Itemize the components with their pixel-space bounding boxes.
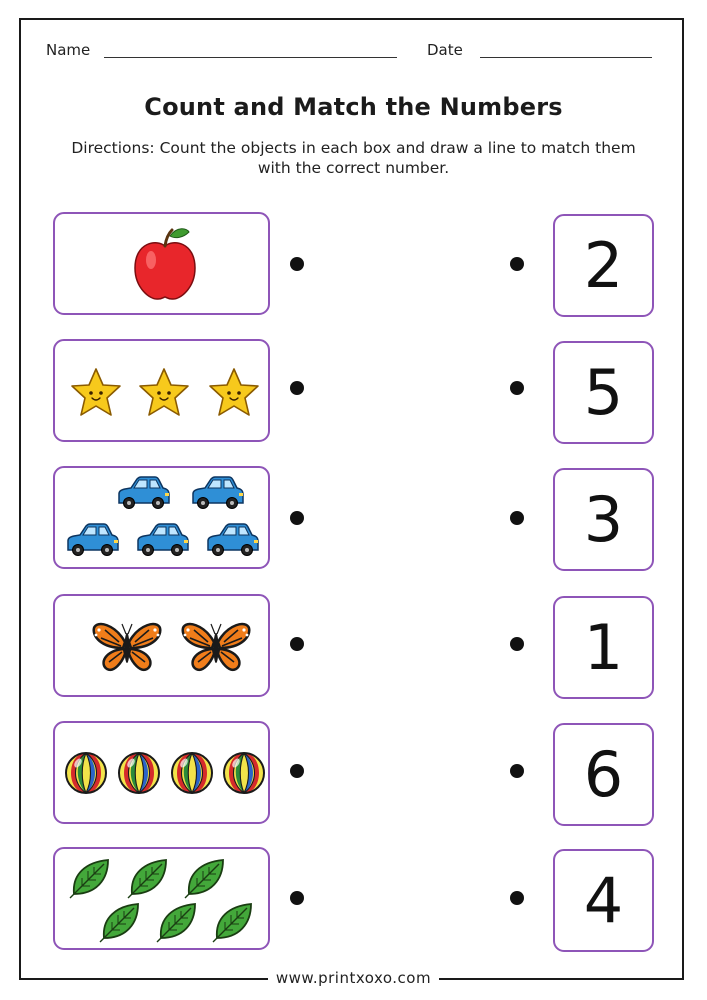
leaf-icon xyxy=(128,860,166,898)
star-icon xyxy=(210,369,258,415)
number-5: 6 xyxy=(583,737,624,811)
left-dot-5[interactable] xyxy=(290,764,304,778)
name-label: Name xyxy=(46,41,91,59)
date-line[interactable] xyxy=(480,57,652,58)
car-icon xyxy=(119,477,169,509)
date-label: Date xyxy=(427,41,463,59)
object-box-balls xyxy=(53,721,270,824)
object-box-apples xyxy=(53,212,270,315)
left-dot-3[interactable] xyxy=(290,511,304,525)
car-group xyxy=(55,468,268,567)
left-dot-4[interactable] xyxy=(290,637,304,651)
apple-group xyxy=(55,214,268,313)
object-box-cars xyxy=(53,466,270,569)
left-dot-1[interactable] xyxy=(290,257,304,271)
leaf-icon xyxy=(70,860,108,898)
leaf-icon xyxy=(100,904,138,942)
footer-url: www.printxoxo.com xyxy=(268,969,439,987)
star-icon xyxy=(72,369,120,415)
right-dot-5[interactable] xyxy=(510,764,524,778)
car-icon xyxy=(208,524,258,556)
right-dot-2[interactable] xyxy=(510,381,524,395)
number-box-4 xyxy=(553,596,654,699)
ball-icon xyxy=(172,753,212,793)
star-icon xyxy=(140,369,188,415)
number-1: 2 xyxy=(583,228,624,302)
car-icon xyxy=(68,524,118,556)
right-dot-4[interactable] xyxy=(510,637,524,651)
object-box-stars xyxy=(53,339,270,442)
ball-group xyxy=(55,723,268,822)
number-box-2 xyxy=(553,341,654,444)
number-6: 4 xyxy=(583,863,624,937)
number-4: 1 xyxy=(583,610,624,684)
leaf-icon xyxy=(185,860,223,898)
name-line[interactable] xyxy=(104,57,397,58)
ball-icon xyxy=(119,753,159,793)
object-box-butterflies xyxy=(53,594,270,697)
number-box-3 xyxy=(553,468,654,571)
number-box-1 xyxy=(553,214,654,317)
footer xyxy=(0,968,707,987)
directions-text: Directions: Count the objects in each box and draw a line to match them with the correct number. xyxy=(71,139,636,177)
number-3: 3 xyxy=(583,482,624,556)
right-dot-3[interactable] xyxy=(510,511,524,525)
butterfly-icon xyxy=(183,624,250,670)
number-box-6 xyxy=(553,849,654,952)
right-dot-1[interactable] xyxy=(510,257,524,271)
car-icon xyxy=(138,524,188,556)
ball-icon xyxy=(224,753,264,793)
object-box-leaves xyxy=(53,847,270,950)
number-2: 5 xyxy=(583,355,624,429)
worksheet-title: Count and Match the Numbers xyxy=(144,93,563,121)
right-dot-6[interactable] xyxy=(510,891,524,905)
leaf-icon xyxy=(213,904,251,942)
number-box-5 xyxy=(553,723,654,826)
star-group xyxy=(55,341,268,440)
butterfly-icon xyxy=(94,624,161,670)
butterfly-group xyxy=(55,596,268,695)
left-dot-2[interactable] xyxy=(290,381,304,395)
apple-icon xyxy=(135,229,195,299)
ball-icon xyxy=(66,753,106,793)
car-icon xyxy=(193,477,243,509)
leaf-icon xyxy=(157,904,195,942)
leaf-group xyxy=(55,849,268,948)
left-dot-6[interactable] xyxy=(290,891,304,905)
